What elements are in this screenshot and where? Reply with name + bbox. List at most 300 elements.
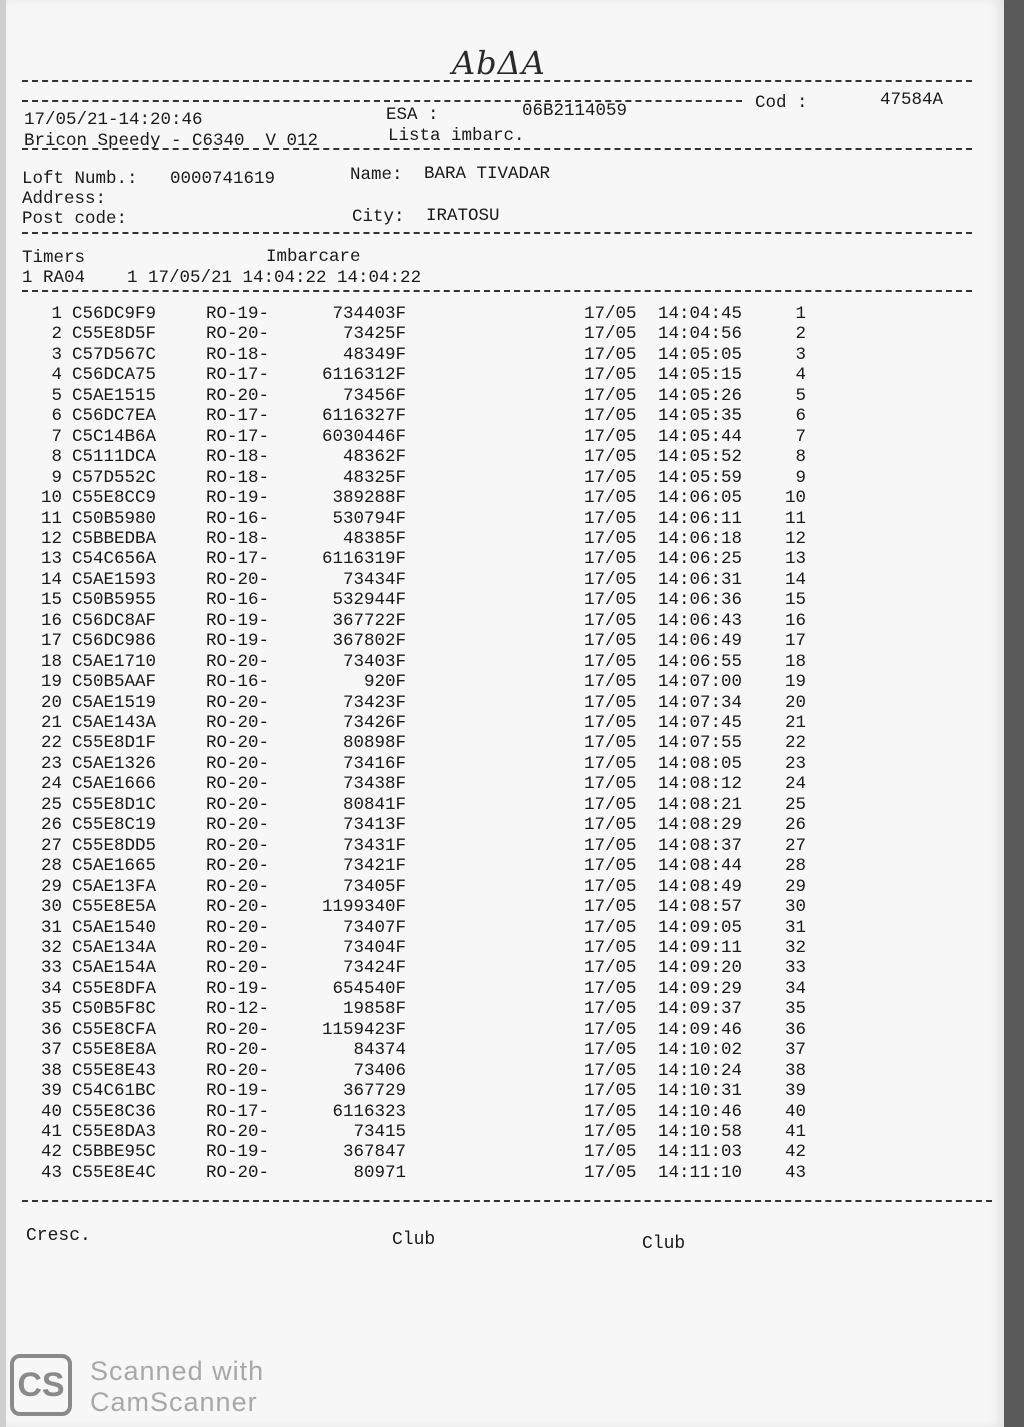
arrival-time: 14:05:35	[658, 406, 743, 427]
ring-id: C5BBE95C	[72, 1142, 157, 1163]
table-row	[0, 876, 1000, 899]
row-number: 10	[40, 488, 62, 509]
arrival-time: 14:07:55	[658, 733, 743, 754]
arrival-date: 17/05	[584, 304, 637, 324]
table-row	[0, 1042, 1000, 1062]
row-number: 6	[51, 406, 62, 427]
arrival-time: 14:09:05	[658, 917, 743, 938]
ring-id: C5AE1665	[72, 856, 157, 877]
ring-serial: 73431F	[342, 835, 406, 856]
arrival-time: 14:06:55	[658, 651, 743, 672]
ring-prefix: RO-16-	[206, 508, 270, 529]
ring-id: C5AE13FA	[72, 876, 157, 897]
row-number: 40	[40, 1101, 62, 1122]
table-row	[0, 551, 1000, 571]
ring-serial: 734403F	[332, 304, 406, 324]
ring-id: C5AE1593	[72, 569, 157, 590]
ring-prefix: RO-20-	[206, 1019, 270, 1040]
ring-id: C56DC986	[72, 631, 157, 652]
arrival-date: 17/05	[584, 897, 637, 918]
table-row	[0, 978, 1000, 1001]
arrival-date: 17/05	[584, 1081, 637, 1102]
arrival-time: 14:10:58	[658, 1122, 743, 1142]
ring-serial: 73424F	[342, 958, 406, 979]
ring-id: C54C61BC	[72, 1081, 157, 1102]
arrival-date: 17/05	[584, 426, 637, 447]
arrival-date: 17/05	[584, 569, 637, 590]
ring-serial: 367802F	[332, 631, 406, 652]
arrival-date: 17/05	[584, 794, 637, 815]
ring-id: C55E8E43	[72, 1060, 157, 1081]
arrival-time: 14:08:05	[658, 753, 743, 774]
arrival-time: 14:08:12	[658, 774, 743, 795]
rank: 29	[784, 876, 806, 897]
ring-serial: 73426F	[342, 713, 406, 733]
rank: 7	[795, 426, 806, 447]
arrival-time: 14:07:45	[658, 713, 743, 733]
rank: 42	[784, 1142, 806, 1163]
ring-serial: 48325F	[342, 467, 406, 488]
ring-prefix: RO-20-	[206, 1060, 270, 1081]
ring-prefix: RO-20-	[206, 713, 270, 733]
arrival-time: 14:09:46	[658, 1019, 743, 1040]
row-number: 2	[51, 324, 62, 345]
row-number: 19	[40, 672, 62, 693]
table-row	[0, 1124, 1000, 1144]
row-number: 1	[51, 304, 62, 324]
row-number: 42	[40, 1142, 62, 1163]
arrival-time: 14:08:29	[658, 815, 743, 836]
ring-prefix: RO-20-	[206, 692, 270, 713]
table-row	[0, 610, 1000, 633]
arrival-date: 17/05	[584, 1019, 637, 1040]
watermark-line: CamScanner	[90, 1387, 258, 1417]
ring-id: C5AE1326	[72, 753, 157, 774]
handwritten-note: AbΔA	[452, 44, 546, 82]
city-label: City:	[352, 207, 405, 227]
rank: 43	[784, 1162, 806, 1183]
arrival-time: 14:09:37	[658, 999, 743, 1020]
ring-id: C55E8C19	[72, 815, 157, 836]
arrival-time: 14:08:37	[658, 835, 743, 856]
rank: 34	[784, 978, 806, 999]
ring-id: C55E8E5A	[72, 897, 157, 918]
arrival-time: 14:09:29	[658, 978, 743, 999]
arrival-date: 17/05	[584, 365, 637, 386]
row-number: 25	[40, 794, 62, 815]
arrival-time: 14:06:05	[658, 488, 743, 509]
rank: 28	[784, 856, 806, 877]
ring-serial: 654540F	[332, 978, 406, 999]
table-row	[0, 449, 1000, 469]
ring-id: C5AE1515	[72, 385, 157, 406]
ring-prefix: RO-18-	[206, 528, 270, 549]
row-number: 43	[40, 1162, 62, 1183]
ring-serial: 1199340F	[321, 897, 406, 918]
ring-prefix: RO-20-	[206, 815, 270, 836]
rank: 11	[784, 508, 806, 529]
ring-serial: 73407F	[342, 917, 406, 938]
arrival-time: 14:06:18	[658, 528, 743, 549]
ring-serial: 532944F	[332, 590, 406, 611]
arrival-date: 17/05	[584, 753, 637, 774]
ring-prefix: RO-20-	[206, 569, 270, 590]
ring-serial: 389288F	[332, 488, 406, 509]
arrival-date: 17/05	[584, 467, 637, 488]
rank: 18	[784, 651, 806, 672]
divider	[22, 290, 972, 292]
arrival-time: 14:05:15	[658, 365, 743, 386]
table-row	[0, 367, 1000, 387]
ring-serial: 48385F	[342, 528, 406, 549]
arrival-time: 14:09:20	[658, 958, 743, 979]
table-row	[0, 960, 1000, 980]
rank: 24	[784, 774, 806, 795]
table-row	[0, 899, 1000, 919]
row-number: 28	[40, 856, 62, 877]
row-number: 35	[40, 999, 62, 1020]
arrival-time: 14:04:56	[658, 324, 743, 345]
ring-id: C5AE1540	[72, 917, 157, 938]
table-row	[0, 858, 1000, 878]
table-row	[0, 467, 1000, 490]
rank: 38	[784, 1060, 806, 1081]
ring-id: C55E8D1C	[72, 794, 157, 815]
ring-id: C5C14B6A	[72, 426, 157, 447]
row-number: 13	[40, 549, 62, 570]
ring-id: C55E8E8A	[72, 1040, 157, 1061]
table-row	[0, 753, 1000, 776]
report-datetime: 17/05/21-14:20:46	[24, 110, 203, 130]
loft-numb-label: Loft Numb.:	[22, 169, 138, 189]
table-row	[0, 569, 1000, 592]
row-number: 27	[40, 835, 62, 856]
rank: 39	[784, 1081, 806, 1102]
arrival-time: 14:10:24	[658, 1060, 743, 1081]
ring-serial: 1159423F	[321, 1019, 406, 1040]
list-title: Lista imbarc.	[388, 126, 525, 146]
table-row	[0, 633, 1000, 653]
ring-serial: 73438F	[342, 774, 406, 795]
table-row	[0, 817, 1000, 837]
row-number: 17	[40, 631, 62, 652]
ring-serial: 73434F	[342, 569, 406, 590]
table-row	[0, 592, 1000, 612]
arrival-date: 17/05	[584, 856, 637, 877]
divider	[22, 148, 972, 150]
row-number: 3	[51, 344, 62, 365]
ring-id: C55E8CFA	[72, 1019, 157, 1040]
ring-prefix: RO-18-	[206, 467, 270, 488]
ring-serial: 73405F	[342, 876, 406, 897]
table-row	[0, 1083, 1000, 1103]
row-number: 37	[40, 1040, 62, 1061]
ring-serial: 530794F	[332, 508, 406, 529]
arrival-date: 17/05	[584, 1101, 637, 1122]
rank: 1	[795, 304, 806, 324]
row-number: 7	[51, 426, 62, 447]
ring-prefix: RO-20-	[206, 651, 270, 672]
timer-line: 1 RA04 1 17/05/21 14:04:22 14:04:22	[22, 268, 422, 288]
ring-prefix: RO-19-	[206, 1081, 270, 1102]
ring-serial: 73404F	[342, 937, 406, 958]
loft-numb-value: 0000741619	[170, 169, 276, 189]
arrival-date: 17/05	[584, 1142, 637, 1163]
row-number: 11	[40, 508, 62, 529]
arrival-time: 14:08:21	[658, 794, 743, 815]
ring-serial: 48349F	[342, 344, 406, 365]
row-number: 32	[40, 937, 62, 958]
ring-id: C5AE1519	[72, 692, 157, 713]
rank: 26	[784, 815, 806, 836]
ring-id: C57D567C	[72, 344, 157, 365]
device-info: Bricon Speedy - C6340 V 012	[24, 131, 319, 151]
rank: 40	[784, 1101, 806, 1122]
post-code-label: Post code:	[22, 209, 128, 229]
camscanner-watermark	[90, 1356, 264, 1418]
rank: 33	[784, 958, 806, 979]
ring-prefix: RO-19-	[206, 304, 270, 324]
arrival-date: 17/05	[584, 631, 637, 652]
rank: 6	[795, 406, 806, 427]
name-label: Name:	[350, 165, 403, 185]
table-row	[0, 651, 1000, 674]
ring-prefix: RO-12-	[206, 999, 270, 1020]
row-number: 39	[40, 1081, 62, 1102]
ring-prefix: RO-20-	[206, 324, 270, 345]
table-row	[0, 508, 1000, 531]
ring-id: C56DCA75	[72, 365, 157, 386]
ring-id: C56DC8AF	[72, 610, 157, 631]
table-row	[0, 776, 1000, 796]
table-row	[0, 385, 1000, 408]
row-number: 36	[40, 1019, 62, 1040]
arrival-date: 17/05	[584, 488, 637, 509]
ring-id: C55E8DFA	[72, 978, 157, 999]
arrival-date: 17/05	[584, 999, 637, 1020]
table-row	[0, 674, 1000, 694]
ring-serial: 73415	[353, 1122, 406, 1142]
arrival-date: 17/05	[584, 937, 637, 958]
ring-id: C57D552C	[72, 467, 157, 488]
arrival-date: 17/05	[584, 733, 637, 754]
table-row	[0, 306, 1000, 326]
row-number: 31	[40, 917, 62, 938]
row-number: 34	[40, 978, 62, 999]
arrival-time: 14:04:45	[658, 304, 743, 324]
ring-serial: 367729	[342, 1081, 406, 1102]
esa-value: 06B2114059	[522, 101, 628, 121]
arrival-time: 14:08:44	[658, 856, 743, 877]
ring-id: C55E8E4C	[72, 1162, 157, 1183]
ring-serial: 73406	[353, 1060, 406, 1081]
ring-prefix: RO-17-	[206, 549, 270, 570]
divider	[22, 100, 742, 102]
ring-id: C55E8D5F	[72, 324, 157, 345]
ring-id: C5AE1710	[72, 651, 157, 672]
rank: 13	[784, 549, 806, 570]
ring-prefix: RO-20-	[206, 1162, 270, 1183]
arrival-date: 17/05	[584, 978, 637, 999]
row-number: 24	[40, 774, 62, 795]
ring-prefix: RO-18-	[206, 344, 270, 365]
club-label: Club	[642, 1234, 686, 1254]
divider	[22, 80, 972, 82]
ring-prefix: RO-20-	[206, 856, 270, 877]
rank: 19	[784, 672, 806, 693]
arrival-date: 17/05	[584, 406, 637, 427]
rank: 5	[795, 385, 806, 406]
row-number: 12	[40, 528, 62, 549]
row-number: 29	[40, 876, 62, 897]
table-row	[0, 735, 1000, 755]
table-row	[0, 794, 1000, 817]
arrival-time: 14:05:26	[658, 385, 743, 406]
rank: 4	[795, 365, 806, 386]
ring-id: C54C656A	[72, 549, 157, 570]
arrival-date: 17/05	[584, 815, 637, 836]
ring-serial: 920F	[363, 672, 406, 693]
ring-serial: 73423F	[342, 692, 406, 713]
row-number: 15	[40, 590, 62, 611]
ring-serial: 73456F	[342, 385, 406, 406]
arrival-time: 14:05:59	[658, 467, 743, 488]
rank: 37	[784, 1040, 806, 1061]
scanner-background	[1004, 0, 1024, 1427]
ring-serial: 80971	[353, 1162, 406, 1183]
rank: 14	[784, 569, 806, 590]
arrival-date: 17/05	[584, 324, 637, 345]
ring-serial: 73425F	[342, 324, 406, 345]
ring-prefix: RO-20-	[206, 733, 270, 754]
ring-serial: 367722F	[332, 610, 406, 631]
table-row	[0, 1019, 1000, 1042]
ring-prefix: RO-20-	[206, 753, 270, 774]
ring-serial: 6116319F	[321, 549, 406, 570]
rank: 25	[784, 794, 806, 815]
arrival-time: 14:07:34	[658, 692, 743, 713]
table-row	[0, 490, 1000, 510]
cod-value: 47584A	[880, 90, 944, 110]
ring-prefix: RO-19-	[206, 1142, 270, 1163]
ring-prefix: RO-17-	[206, 426, 270, 447]
row-number: 8	[51, 447, 62, 468]
row-number: 14	[40, 569, 62, 590]
row-number: 30	[40, 897, 62, 918]
table-row	[0, 1144, 1000, 1164]
rank: 31	[784, 917, 806, 938]
rank: 16	[784, 610, 806, 631]
ring-serial: 6116327F	[321, 406, 406, 427]
ring-serial: 73403F	[342, 651, 406, 672]
ring-id: C55E8DA3	[72, 1122, 157, 1142]
arrival-date: 17/05	[584, 1060, 637, 1081]
camscanner-logo: CS	[10, 1354, 72, 1416]
ring-serial: 48362F	[342, 447, 406, 468]
rank: 20	[784, 692, 806, 713]
table-row	[0, 426, 1000, 449]
row-number: 20	[40, 692, 62, 713]
ring-prefix: RO-20-	[206, 1122, 270, 1142]
arrival-time: 14:06:11	[658, 508, 743, 529]
row-number: 23	[40, 753, 62, 774]
arrival-time: 14:11:10	[658, 1162, 743, 1183]
ring-prefix: RO-20-	[206, 1040, 270, 1061]
ring-serial: 367847	[342, 1142, 406, 1163]
ring-id: C5111DCA	[72, 447, 157, 468]
table-row	[0, 917, 1000, 940]
rank: 2	[795, 324, 806, 345]
ring-serial: 73416F	[342, 753, 406, 774]
esa-label: ESA :	[386, 105, 439, 125]
table-row	[0, 408, 1000, 428]
arrival-date: 17/05	[584, 917, 637, 938]
table-row	[0, 835, 1000, 858]
row-number: 16	[40, 610, 62, 631]
name-value: BARA TIVADAR	[424, 164, 551, 184]
arrival-time: 14:08:49	[658, 876, 743, 897]
ring-serial: 73421F	[342, 856, 406, 877]
arrival-time: 14:05:44	[658, 426, 743, 447]
arrival-time: 14:10:31	[658, 1081, 743, 1102]
ring-id: C50B5955	[72, 590, 157, 611]
cresc-label: Cresc.	[26, 1226, 91, 1246]
row-number: 38	[40, 1060, 62, 1081]
rank: 27	[784, 835, 806, 856]
cod-label: Cod :	[755, 93, 808, 113]
ring-serial: 73413F	[342, 815, 406, 836]
rank: 8	[795, 447, 806, 468]
ring-prefix: RO-16-	[206, 590, 270, 611]
ring-prefix: RO-19-	[206, 978, 270, 999]
arrival-time: 14:06:31	[658, 569, 743, 590]
table-row	[0, 1101, 1000, 1124]
table-row	[0, 344, 1000, 367]
city-value: IRATOSU	[426, 206, 500, 226]
ring-serial: 6116312F	[321, 365, 406, 386]
arrival-time: 14:05:52	[658, 447, 743, 468]
arrival-date: 17/05	[584, 1122, 637, 1142]
ring-prefix: RO-20-	[206, 917, 270, 938]
table-row	[0, 715, 1000, 735]
arrival-date: 17/05	[584, 713, 637, 733]
row-number: 4	[51, 365, 62, 386]
arrival-time: 14:08:57	[658, 897, 743, 918]
arrival-date: 17/05	[584, 528, 637, 549]
ring-prefix: RO-17-	[206, 1101, 270, 1122]
ring-prefix: RO-18-	[206, 447, 270, 468]
imbarcare-label: Imbarcare	[266, 247, 361, 267]
arrival-date: 17/05	[584, 1162, 637, 1183]
arrival-date: 17/05	[584, 651, 637, 672]
ring-id: C5AE143A	[72, 713, 157, 733]
row-number: 33	[40, 958, 62, 979]
table-row	[0, 326, 1000, 346]
ring-prefix: RO-20-	[206, 835, 270, 856]
ring-id: C56DC7EA	[72, 406, 157, 427]
divider	[22, 232, 972, 234]
table-row	[0, 937, 1000, 960]
watermark-line: Scanned with	[90, 1356, 265, 1386]
ring-prefix: RO-19-	[206, 610, 270, 631]
arrival-date: 17/05	[584, 1040, 637, 1061]
row-number: 9	[51, 467, 62, 488]
arrival-date: 17/05	[584, 774, 637, 795]
arrival-time: 14:09:11	[658, 937, 743, 958]
ring-id: C50B5980	[72, 508, 157, 529]
ring-id: C5AE134A	[72, 937, 157, 958]
table-row	[0, 528, 1000, 551]
